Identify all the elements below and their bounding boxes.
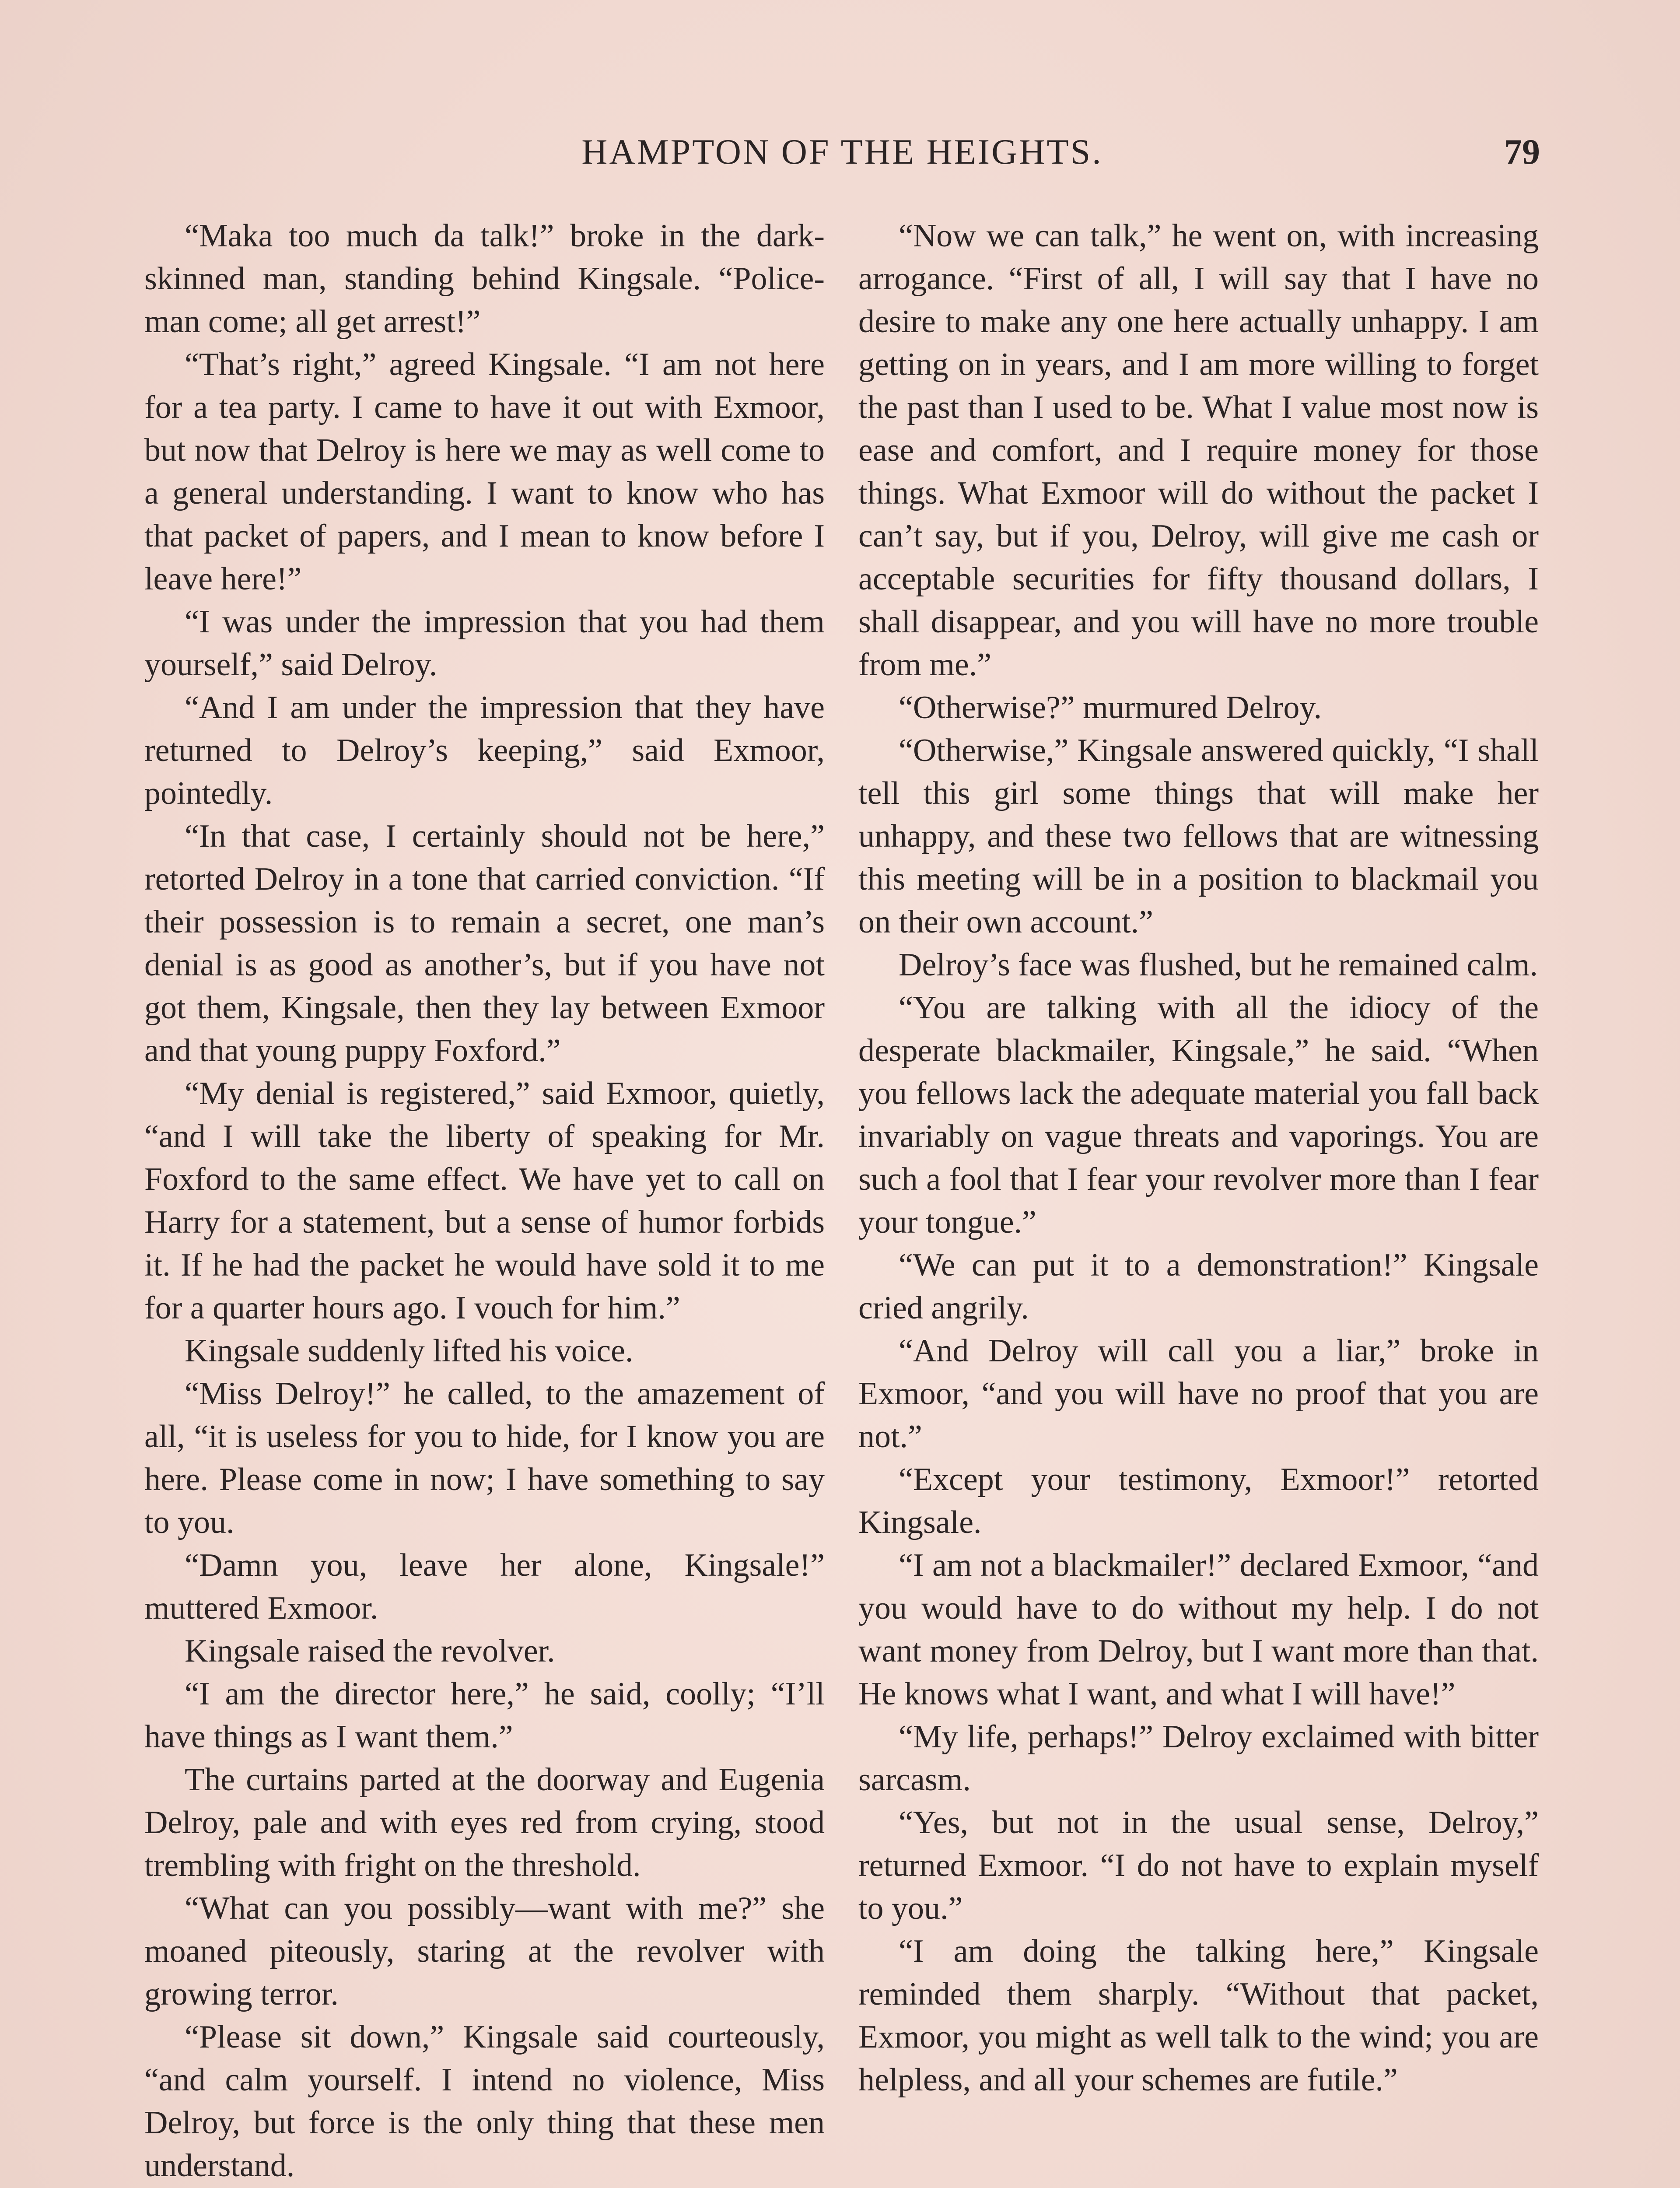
paragraph: “In that case, I certainly should not be here,” retorted Delroy in a tone that carried conviction. “If their possession is to remain a secret, one man’s denial is as good as another’s, but if you have not got them, Kingsale, then they lay between Exmoor and that young puppy Foxford.” <box>144 818 825 1069</box>
paragraph: “Yes, but not in the usual sense, Delroy,” returned Exmoor. “I do not have to explain myself to you.” <box>858 1805 1539 1926</box>
paragraph: “Maka too much da talk!” broke in the dark-skinned man, standing behind Kingsale. “Police-man come; all get arrest!” <box>144 218 825 340</box>
paragraph: “Otherwise?” murmured Delroy. <box>899 690 1322 726</box>
running-title: HAMPTON OF THE HEIGHTS. <box>581 132 1103 172</box>
paragraph: Kingsale raised the revolver. <box>185 1633 555 1669</box>
paragraph: Kingsale suddenly lifted his voice. <box>185 1333 634 1369</box>
paragraph: “We can put it to a demonstration!” Kingsale cried angrily. <box>858 1247 1539 1326</box>
paragraph: Delroy’s face was flushed, but he remained calm. <box>899 947 1538 983</box>
page-number: 79 <box>1504 132 1540 172</box>
running-head <box>144 131 1540 179</box>
paragraph: “Otherwise,” Kingsale answered quickly, “I shall tell this girl some things that will make her unhappy, and these two fellows that are witnessing this meeting will be in a position to blackmail you on their own account.” <box>858 733 1539 940</box>
paragraph: “I am not a blackmailer!” declared Exmoor, “and you would have to do without my help. I do not want money from Delroy, but I want more than that. He knows what I want, and what I will have!” <box>858 1547 1539 1712</box>
paragraph: “My denial is registered,” said Exmoor, quietly, “and I will take the liberty of speaking for Mr. Foxford to the same effect. We have yet to call on Harry for a statement, but a sense of humor forbids it. If he had the packet he would have sold it to me for a quarter hours ago. I vouch for him.” <box>144 1076 825 1326</box>
paragraph: “Except your testimony, Exmoor!” retorted Kingsale. <box>858 1462 1539 1540</box>
paragraph: The curtains parted at the doorway and Eugenia Delroy, pale and with eyes red from crying, stood trembling with fright on the threshold. <box>144 1762 825 1883</box>
paragraph: “Please sit down,” Kingsale said courteously, “and calm yourself. I intend no violence, Miss Delroy, but force is the only thing that these men understand. <box>144 2019 825 2184</box>
right-column <box>858 214 1539 2101</box>
paragraph: “And I am under the impression that they have returned to Delroy’s keeping,” said Exmoor, pointedly. <box>144 690 825 811</box>
paragraph: “I was under the impression that you had them yourself,” said Delroy. <box>144 604 825 683</box>
paragraph: “My life, perhaps!” Delroy exclaimed with bitter sarcasm. <box>858 1719 1539 1798</box>
left-column <box>144 214 825 2187</box>
paragraph: “Miss Delroy!” he called, to the amazement of all, “it is useless for you to hide, for I know you are here. Please come in now; I have something to say to you. <box>144 1376 825 1540</box>
paragraph: “I am doing the talking here,” Kingsale reminded them sharply. “Without that packet, Exmoor, you might as well talk to the wind; you are helpless, and all your schemes are futile.” <box>858 1933 1539 2098</box>
paragraph: “I am the director here,” he said, coolly; “I’ll have things as I want them.” <box>144 1676 825 1755</box>
paragraph: “Damn you, leave her alone, Kingsale!” muttered Exmoor. <box>144 1547 825 1626</box>
paragraph: “What can you possibly—want with me?” she moaned piteously, staring at the revolver with growing terror. <box>144 1890 825 2012</box>
paragraph: “You are talking with all the idiocy of the desperate blackmailer, Kingsale,” he said. “When you fellows lack the adequate material you fall back invariably on vague threats and vaporings. You are such a fool that I fear your revolver more than I fear your tongue.” <box>858 990 1539 1240</box>
paragraph: “And Delroy will call you a liar,” broke in Exmoor, “and you will have no proof that you are not.” <box>858 1333 1539 1455</box>
paragraph: “That’s right,” agreed Kingsale. “I am not here for a tea party. I came to have it out with Exmoor, but now that Delroy is here we may as well come to a general understanding. I want to know who has that packet of papers, and I mean to know before I leave here!” <box>144 347 825 597</box>
paragraph: “Now we can talk,” he went on, with increasing arrogance. “First of all, I will say that I have no desire to make any one here actually unhappy. I am getting on in years, and I am more willing to forget the past than I used to be. What I value most now is ease and comfort, and I require money for those things. What Exmoor will do without the packet I can’t say, but if you, Delroy, will give me cash or acceptable securities for fifty thousand dollars, I shall disappear, and you will have no more trouble from me.” <box>858 218 1539 683</box>
